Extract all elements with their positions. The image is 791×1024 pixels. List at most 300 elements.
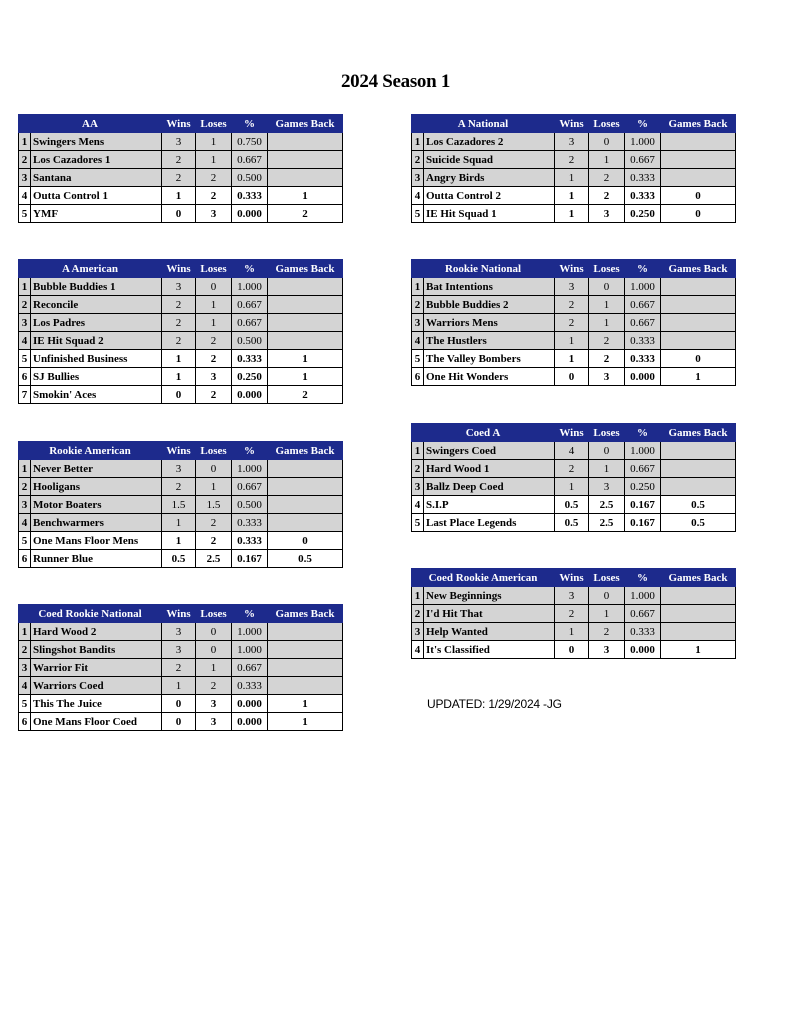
percent-cell: 1.000 <box>232 460 268 478</box>
loses-cell: 1 <box>196 296 232 314</box>
wins-cell: 4 <box>555 442 589 460</box>
games-back-header: Games Back <box>268 115 343 133</box>
rank-cell: 2 <box>19 151 31 169</box>
percent-cell: 0.333 <box>232 514 268 532</box>
games-back-cell <box>661 169 736 187</box>
table-header-row <box>412 569 736 587</box>
loses-cell: 0 <box>196 641 232 659</box>
team-name-cell: It's Classified <box>424 641 555 659</box>
table-row <box>412 368 736 386</box>
rank-cell: 3 <box>19 169 31 187</box>
games-back-cell <box>268 169 343 187</box>
loses-cell: 2 <box>196 350 232 368</box>
loses-cell: 2.5 <box>196 550 232 568</box>
loses-cell: 3 <box>589 205 625 223</box>
loses-cell: 1 <box>589 460 625 478</box>
table-row <box>412 478 736 496</box>
loses-cell: 2 <box>196 332 232 350</box>
wins-cell: 3 <box>162 133 196 151</box>
games-back-cell <box>661 442 736 460</box>
wins-cell: 0 <box>162 713 196 731</box>
games-back-cell: 1 <box>268 350 343 368</box>
standings-table-aa <box>18 114 343 223</box>
table-row <box>412 460 736 478</box>
rank-cell: 2 <box>19 641 31 659</box>
team-name-cell: Swingers Coed <box>424 442 555 460</box>
team-name-cell: Ballz Deep Coed <box>424 478 555 496</box>
games-back-cell: 1 <box>661 368 736 386</box>
table-row <box>19 623 343 641</box>
wins-header: Wins <box>555 115 589 133</box>
rank-cell: 4 <box>19 187 31 205</box>
loses-header: Loses <box>589 569 625 587</box>
updated-note: UPDATED: 1/29/2024 -JG <box>427 697 562 711</box>
loses-cell: 2 <box>589 332 625 350</box>
percent-cell: 0.333 <box>625 187 661 205</box>
percent-cell: 0.333 <box>232 532 268 550</box>
wins-cell: 1 <box>162 532 196 550</box>
rank-cell: 1 <box>412 587 424 605</box>
table-row <box>412 187 736 205</box>
division-name: AA <box>19 115 162 133</box>
percent-cell: 0.250 <box>232 368 268 386</box>
games-back-header: Games Back <box>268 605 343 623</box>
wins-cell: 1.5 <box>162 496 196 514</box>
table-row <box>412 169 736 187</box>
table-row <box>412 314 736 332</box>
standings-table-coed-rookie-american <box>411 568 736 659</box>
percent-cell: 0.000 <box>232 386 268 404</box>
division-name: Coed A <box>412 424 555 442</box>
loses-cell: 2 <box>196 187 232 205</box>
team-name-cell: Angry Birds <box>424 169 555 187</box>
rank-cell: 3 <box>412 314 424 332</box>
percent-header: % <box>625 115 661 133</box>
percent-cell: 0.667 <box>625 314 661 332</box>
percent-header: % <box>625 569 661 587</box>
table-row <box>19 695 343 713</box>
rank-cell: 4 <box>412 332 424 350</box>
rank-cell: 2 <box>19 478 31 496</box>
standings-table-coed-a <box>411 423 736 532</box>
team-name-cell: New Beginnings <box>424 587 555 605</box>
rank-cell: 3 <box>412 169 424 187</box>
table-row <box>412 605 736 623</box>
rank-cell: 1 <box>19 133 31 151</box>
rank-cell: 5 <box>19 532 31 550</box>
percent-cell: 0.000 <box>232 713 268 731</box>
table-row <box>19 386 343 404</box>
loses-cell: 0 <box>589 587 625 605</box>
rank-cell: 4 <box>412 641 424 659</box>
rank-cell: 5 <box>412 205 424 223</box>
table-header-row <box>19 260 343 278</box>
loses-cell: 2 <box>196 532 232 550</box>
team-name-cell: Swingers Mens <box>31 133 162 151</box>
loses-header: Loses <box>196 260 232 278</box>
percent-cell: 0.333 <box>232 350 268 368</box>
games-back-cell: 2 <box>268 386 343 404</box>
team-name-cell: Hard Wood 2 <box>31 623 162 641</box>
rank-cell: 6 <box>412 368 424 386</box>
team-name-cell: Smokin' Aces <box>31 386 162 404</box>
games-back-cell: 0 <box>661 205 736 223</box>
percent-cell: 1.000 <box>232 641 268 659</box>
games-back-cell: 0 <box>268 532 343 550</box>
loses-cell: 1 <box>589 296 625 314</box>
wins-cell: 0 <box>162 386 196 404</box>
rank-cell: 5 <box>412 350 424 368</box>
games-back-cell: 0.5 <box>661 496 736 514</box>
percent-cell: 0.667 <box>625 460 661 478</box>
rank-cell: 2 <box>412 296 424 314</box>
wins-cell: 2 <box>555 314 589 332</box>
loses-cell: 2.5 <box>589 496 625 514</box>
table-header-row <box>412 424 736 442</box>
games-back-header: Games Back <box>661 115 736 133</box>
team-name-cell: Motor Boaters <box>31 496 162 514</box>
loses-cell: 3 <box>196 695 232 713</box>
team-name-cell: SJ Bullies <box>31 368 162 386</box>
standings-table-coed-rookie-national <box>18 604 343 731</box>
games-back-cell <box>268 151 343 169</box>
table-row <box>19 659 343 677</box>
rank-cell: 1 <box>412 442 424 460</box>
percent-cell: 0.167 <box>232 550 268 568</box>
loses-cell: 0 <box>589 278 625 296</box>
rank-cell: 3 <box>19 314 31 332</box>
games-back-cell <box>661 587 736 605</box>
wins-header: Wins <box>555 569 589 587</box>
wins-cell: 0 <box>555 368 589 386</box>
division-name: Rookie American <box>19 442 162 460</box>
games-back-header: Games Back <box>661 260 736 278</box>
table-row <box>19 478 343 496</box>
table-row <box>412 332 736 350</box>
division-name: Coed Rookie American <box>412 569 555 587</box>
team-name-cell: Warrior Fit <box>31 659 162 677</box>
rank-cell: 3 <box>19 496 31 514</box>
percent-cell: 1.000 <box>232 623 268 641</box>
loses-cell: 1 <box>196 314 232 332</box>
table-row <box>19 332 343 350</box>
percent-cell: 0.667 <box>625 296 661 314</box>
team-name-cell: Unfinished Business <box>31 350 162 368</box>
table-header-row <box>19 115 343 133</box>
table-row <box>19 641 343 659</box>
wins-cell: 2 <box>162 151 196 169</box>
rank-cell: 5 <box>19 350 31 368</box>
games-back-cell <box>268 514 343 532</box>
games-back-cell <box>661 332 736 350</box>
percent-cell: 1.000 <box>625 278 661 296</box>
wins-cell: 0 <box>555 641 589 659</box>
loses-header: Loses <box>196 115 232 133</box>
team-name-cell: Los Cazadores 2 <box>424 133 555 151</box>
table-row <box>412 278 736 296</box>
rank-cell: 1 <box>19 623 31 641</box>
wins-cell: 1 <box>555 187 589 205</box>
table-row <box>19 205 343 223</box>
rank-cell: 2 <box>412 151 424 169</box>
wins-cell: 1 <box>162 368 196 386</box>
wins-cell: 2 <box>162 314 196 332</box>
team-name-cell: Los Padres <box>31 314 162 332</box>
table-row <box>19 550 343 568</box>
team-name-cell: Bat Intentions <box>424 278 555 296</box>
team-name-cell: Benchwarmers <box>31 514 162 532</box>
wins-cell: 3 <box>162 278 196 296</box>
rank-cell: 6 <box>19 550 31 568</box>
games-back-cell <box>661 314 736 332</box>
games-back-cell: 1 <box>268 368 343 386</box>
percent-cell: 1.000 <box>232 278 268 296</box>
games-back-cell <box>268 460 343 478</box>
loses-cell: 3 <box>589 641 625 659</box>
team-name-cell: Help Wanted <box>424 623 555 641</box>
rank-cell: 5 <box>19 695 31 713</box>
page-title: 2024 Season 1 <box>340 71 451 92</box>
games-back-cell <box>661 278 736 296</box>
rank-cell: 2 <box>19 296 31 314</box>
team-name-cell: Last Place Legends <box>424 514 555 532</box>
percent-cell: 0.667 <box>625 151 661 169</box>
table-row <box>412 296 736 314</box>
wins-cell: 2 <box>162 659 196 677</box>
wins-cell: 2 <box>555 605 589 623</box>
wins-cell: 0.5 <box>162 550 196 568</box>
loses-header: Loses <box>589 260 625 278</box>
games-back-cell <box>268 641 343 659</box>
team-name-cell: Never Better <box>31 460 162 478</box>
loses-cell: 0 <box>589 133 625 151</box>
percent-cell: 0.500 <box>232 496 268 514</box>
division-name: A American <box>19 260 162 278</box>
percent-cell: 0.333 <box>625 332 661 350</box>
team-name-cell: Bubble Buddies 1 <box>31 278 162 296</box>
games-back-cell <box>661 478 736 496</box>
team-name-cell: Suicide Squad <box>424 151 555 169</box>
wins-header: Wins <box>555 424 589 442</box>
wins-cell: 2 <box>162 332 196 350</box>
table-row <box>412 442 736 460</box>
percent-cell: 0.667 <box>232 314 268 332</box>
games-back-cell <box>661 460 736 478</box>
wins-cell: 0 <box>162 695 196 713</box>
loses-cell: 1 <box>196 133 232 151</box>
percent-cell: 0.500 <box>232 332 268 350</box>
games-back-cell <box>268 677 343 695</box>
wins-cell: 1 <box>162 677 196 695</box>
rank-cell: 6 <box>19 368 31 386</box>
loses-cell: 2.5 <box>589 514 625 532</box>
team-name-cell: Warriors Mens <box>424 314 555 332</box>
games-back-header: Games Back <box>661 569 736 587</box>
loses-header: Loses <box>589 115 625 133</box>
table-row <box>19 187 343 205</box>
table-row <box>19 314 343 332</box>
percent-cell: 0.667 <box>232 296 268 314</box>
table-row <box>412 587 736 605</box>
percent-cell: 0.250 <box>625 205 661 223</box>
table-row <box>19 368 343 386</box>
percent-cell: 0.167 <box>625 496 661 514</box>
wins-cell: 1 <box>555 332 589 350</box>
table-row <box>412 205 736 223</box>
rank-cell: 4 <box>19 332 31 350</box>
loses-cell: 3 <box>196 368 232 386</box>
loses-cell: 0 <box>196 460 232 478</box>
wins-cell: 2 <box>162 296 196 314</box>
wins-header: Wins <box>162 115 196 133</box>
table-row <box>412 350 736 368</box>
percent-header: % <box>232 115 268 133</box>
games-back-header: Games Back <box>661 424 736 442</box>
table-row <box>412 514 736 532</box>
games-back-cell: 1 <box>661 641 736 659</box>
games-back-cell <box>268 314 343 332</box>
games-back-cell <box>661 605 736 623</box>
team-name-cell: One Mans Floor Mens <box>31 532 162 550</box>
rank-cell: 4 <box>19 677 31 695</box>
games-back-header: Games Back <box>268 260 343 278</box>
percent-cell: 1.000 <box>625 133 661 151</box>
table-row <box>19 350 343 368</box>
games-back-cell <box>661 296 736 314</box>
loses-cell: 0 <box>196 623 232 641</box>
wins-cell: 0.5 <box>555 514 589 532</box>
percent-header: % <box>232 442 268 460</box>
wins-cell: 1 <box>555 623 589 641</box>
wins-header: Wins <box>162 442 196 460</box>
loses-cell: 3 <box>196 713 232 731</box>
games-back-cell: 0.5 <box>661 514 736 532</box>
division-name: Coed Rookie National <box>19 605 162 623</box>
loses-cell: 1 <box>196 151 232 169</box>
table-row <box>19 169 343 187</box>
loses-cell: 0 <box>196 278 232 296</box>
games-back-cell: 0 <box>661 350 736 368</box>
wins-header: Wins <box>162 605 196 623</box>
table-header-row <box>412 115 736 133</box>
rank-cell: 2 <box>412 460 424 478</box>
rank-cell: 6 <box>19 713 31 731</box>
table-row <box>19 514 343 532</box>
division-name: A National <box>412 115 555 133</box>
wins-cell: 3 <box>162 460 196 478</box>
wins-cell: 1 <box>555 169 589 187</box>
percent-cell: 0.000 <box>232 205 268 223</box>
loses-cell: 2 <box>196 169 232 187</box>
games-back-cell <box>268 133 343 151</box>
loses-header: Loses <box>196 442 232 460</box>
loses-cell: 2 <box>196 514 232 532</box>
team-name-cell: IE Hit Squad 1 <box>424 205 555 223</box>
games-back-cell <box>268 332 343 350</box>
table-row <box>412 641 736 659</box>
loses-cell: 3 <box>196 205 232 223</box>
standings-table-a-american <box>18 259 343 404</box>
games-back-cell <box>268 278 343 296</box>
percent-cell: 0.667 <box>232 659 268 677</box>
wins-cell: 2 <box>555 296 589 314</box>
wins-cell: 2 <box>555 460 589 478</box>
wins-cell: 3 <box>555 278 589 296</box>
percent-cell: 0.667 <box>232 151 268 169</box>
games-back-cell <box>661 623 736 641</box>
team-name-cell: Slingshot Bandits <box>31 641 162 659</box>
games-back-cell: 1 <box>268 695 343 713</box>
table-row <box>412 623 736 641</box>
standings-table-rookie-national <box>411 259 736 386</box>
percent-cell: 1.000 <box>625 587 661 605</box>
table-row <box>19 677 343 695</box>
loses-cell: 1 <box>589 314 625 332</box>
team-name-cell: I'd Hit That <box>424 605 555 623</box>
loses-cell: 2 <box>589 187 625 205</box>
rank-cell: 4 <box>412 187 424 205</box>
table-row <box>19 133 343 151</box>
loses-cell: 2 <box>589 350 625 368</box>
team-name-cell: Hooligans <box>31 478 162 496</box>
games-back-cell <box>268 478 343 496</box>
loses-cell: 2 <box>196 677 232 695</box>
loses-cell: 1 <box>589 151 625 169</box>
games-back-cell: 0 <box>661 187 736 205</box>
percent-cell: 0.333 <box>625 169 661 187</box>
wins-cell: 2 <box>555 151 589 169</box>
wins-cell: 1 <box>555 205 589 223</box>
team-name-cell: One Hit Wonders <box>424 368 555 386</box>
team-name-cell: Reconcile <box>31 296 162 314</box>
rank-cell: 1 <box>19 278 31 296</box>
loses-cell: 1 <box>589 605 625 623</box>
team-name-cell: YMF <box>31 205 162 223</box>
team-name-cell: Outta Control 2 <box>424 187 555 205</box>
rank-cell: 3 <box>412 478 424 496</box>
rank-cell: 4 <box>412 496 424 514</box>
percent-cell: 0.667 <box>625 605 661 623</box>
team-name-cell: The Valley Bombers <box>424 350 555 368</box>
table-row <box>19 296 343 314</box>
division-name: Rookie National <box>412 260 555 278</box>
wins-cell: 2 <box>162 169 196 187</box>
wins-cell: 1 <box>555 350 589 368</box>
loses-cell: 2 <box>589 623 625 641</box>
team-name-cell: This The Juice <box>31 695 162 713</box>
table-row <box>412 151 736 169</box>
rank-cell: 2 <box>412 605 424 623</box>
wins-cell: 3 <box>162 623 196 641</box>
wins-cell: 2 <box>162 478 196 496</box>
wins-cell: 1 <box>162 514 196 532</box>
table-row <box>19 532 343 550</box>
wins-cell: 1 <box>555 478 589 496</box>
standings-table-a-national <box>411 114 736 223</box>
loses-cell: 2 <box>589 169 625 187</box>
wins-header: Wins <box>162 260 196 278</box>
percent-cell: 0.750 <box>232 133 268 151</box>
rank-cell: 7 <box>19 386 31 404</box>
games-back-cell <box>268 659 343 677</box>
percent-header: % <box>232 605 268 623</box>
table-header-row <box>19 442 343 460</box>
loses-cell: 2 <box>196 386 232 404</box>
team-name-cell: Los Cazadores 1 <box>31 151 162 169</box>
percent-header: % <box>625 260 661 278</box>
percent-cell: 0.500 <box>232 169 268 187</box>
wins-cell: 1 <box>162 187 196 205</box>
